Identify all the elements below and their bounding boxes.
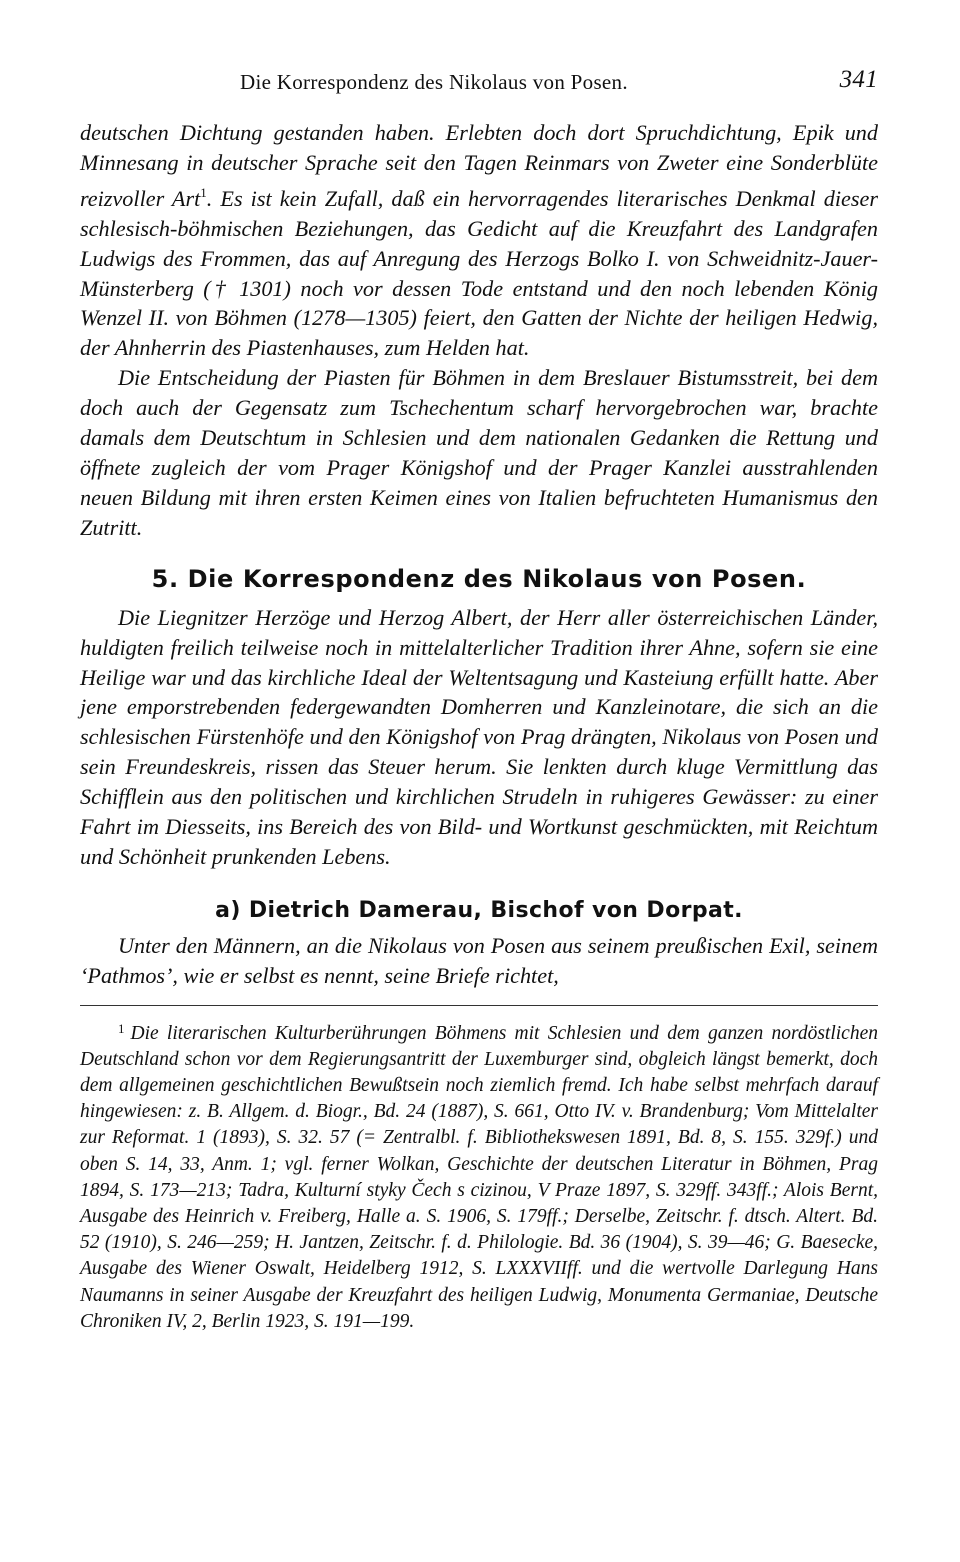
running-head: [80, 62, 878, 102]
book-page: [80, 62, 878, 1335]
section-heading: 5. Die Korrespondenz des Nikolaus von Posen.: [151, 564, 807, 593]
running-title: Die Korrespondenz des Nikolaus von Posen.: [240, 70, 628, 94]
footnote-mark: 1: [118, 1020, 125, 1036]
paragraph-2: Die Entscheidung der Piasten für Böhmen in dem Breslauer Bistumsstreit, bei dem doch auch der Gegensatz zum Tschechentum scharf hervorgebrochen war, brachte damals dem Deutschtum in Schlesien und dem nationalen Gedanken die Rettung und öffnete zugleich der vom Prager Königshof und der Prager Kanzlei ausstrahlenden neuen Bildung mit ihren ersten Keimen eines von Italien befruchteten Humanismus den Zutritt.: [80, 365, 878, 540]
page-number: 341: [839, 66, 878, 93]
paragraph-1-text-a: deutschen Dichtung gestanden haben. Erlebten doch dort Spruchdichtung, Epik und Minnesang in deutscher Sprache seit den Tagen Reinmars von Zweter eine Sonderblüte reizvoller Art: [80, 120, 878, 211]
footnote-reference: 1: [200, 184, 207, 200]
sub-heading: a) Dietrich Damerau, Bischof von Dorpat.: [215, 897, 743, 923]
paragraph-3: Die Liegnitzer Herzöge und Herzog Albert, der Herr aller österreichischen Länder, huldigten freilich teilweise noch in mittelalterlicher Tradition ihrer Ahne, sofern sie eine Heilige war und das kirchliche Ideal der Weltentsagung und Kasteiung erfüllt hatte. Aber jene emporstrebenden federgewandten Domherren und Kanzleinotare, die sich an die schlesischen Fürstenhöfe und den Königshof von Prag drängten, Nikolaus von Posen und sein Freundeskreis, rissen das Steuer herum. Sie lenkten durch kluge Vermittlung das Schifflein aus den politischen und kirchlichen Strudeln in ruhigeres Gewässer: zu einer Fahrt im Diesseits, ins Bereich des von Bild- und Wortkunst geschmückten, mit Reichtum und Schönheit prunkenden Lebens.: [80, 604, 878, 869]
footnote: [80, 1016, 878, 1335]
footnote-text: Die literarischen Kulturberührungen Böhmens mit Schlesien und dem ganzen nordöstlichen Deutschland schon vor dem Regierungsantritt der Luxemburger sind, obgleich längst bemerkt, doch dem allgemeinen geschichtlichen Bewußtsein noch ziemlich fremd. Ich habe selbst mehrfach darauf hingewiesen: z. B. Allgem. d. Biogr., Bd. 24 (1887), S. 661, Otto IV. v. Brandenburg; Vom Mittelalter zur Reformat. 1 (1893), S. 32. 57 (= Zentralbl. f. Bibliothekswesen 1891, Bd. 8, S. 155. 329f.) und oben S. 14, 33, Anm. 1; vgl. ferner Wolkan, Geschichte der deutschen Literatur in Böhmen, Prag 1894, S. 173—213; Tadra, Kulturní styky Čech s cizinou, V Praze 1897, S. 329ff. 343ff.; Alois Bernt, Ausgabe des Heinrich v. Freiberg, Halle a. S. 1906, S. 179ff.; Derselbe, Zeitschr. f. dtsch. Altert. Bd. 52 (1910), S. 246—259; H. Jantzen, Zeitschr. f. d. Philologie. Bd. 36 (1904), S. 39—46; G. Baesecke, Ausgabe des Wiener Oswalt, Heidelberg 1912, S. LXXXVIIff. und die wertvolle Darlegung Hans Naumanns in seiner Ausgabe der Kreuzfahrt des heiligen Ludwig, Monumenta Germaniae, Deutsche Chroniken IV, 2, Berlin 1923, S. 191—199.: [80, 1022, 878, 1332]
footnote-divider: [80, 1005, 878, 1006]
paragraph-1-text-b: . Es ist kein Zufall, daß ein hervorragendes literarisches Denkmal dieser schlesisch-böhmischen Beziehungen, das Gedicht auf die Kreuzfahrt des Landgrafen Ludwigs des Frommen, das auf Anregung des Herzogs Bolko I. von Schweidnitz-Jauer-Münsterberg († 1301) noch vor dessen Tode entstand und den noch lebenden König Wenzel II. von Böhmen (1278—1305) feiert, den Gatten der Nichte der heiligen Hedwig, der Ahnherrin des Piastenhauses, zum Helden hat.: [80, 185, 879, 361]
paragraph-1: [80, 118, 878, 363]
paragraph-4: Unter den Männern, an die Nikolaus von Posen aus seinem preußischen Exil, seinem ‘Pathmos’, wie er selbst es nennt, seine Briefe richtet,: [80, 932, 878, 988]
